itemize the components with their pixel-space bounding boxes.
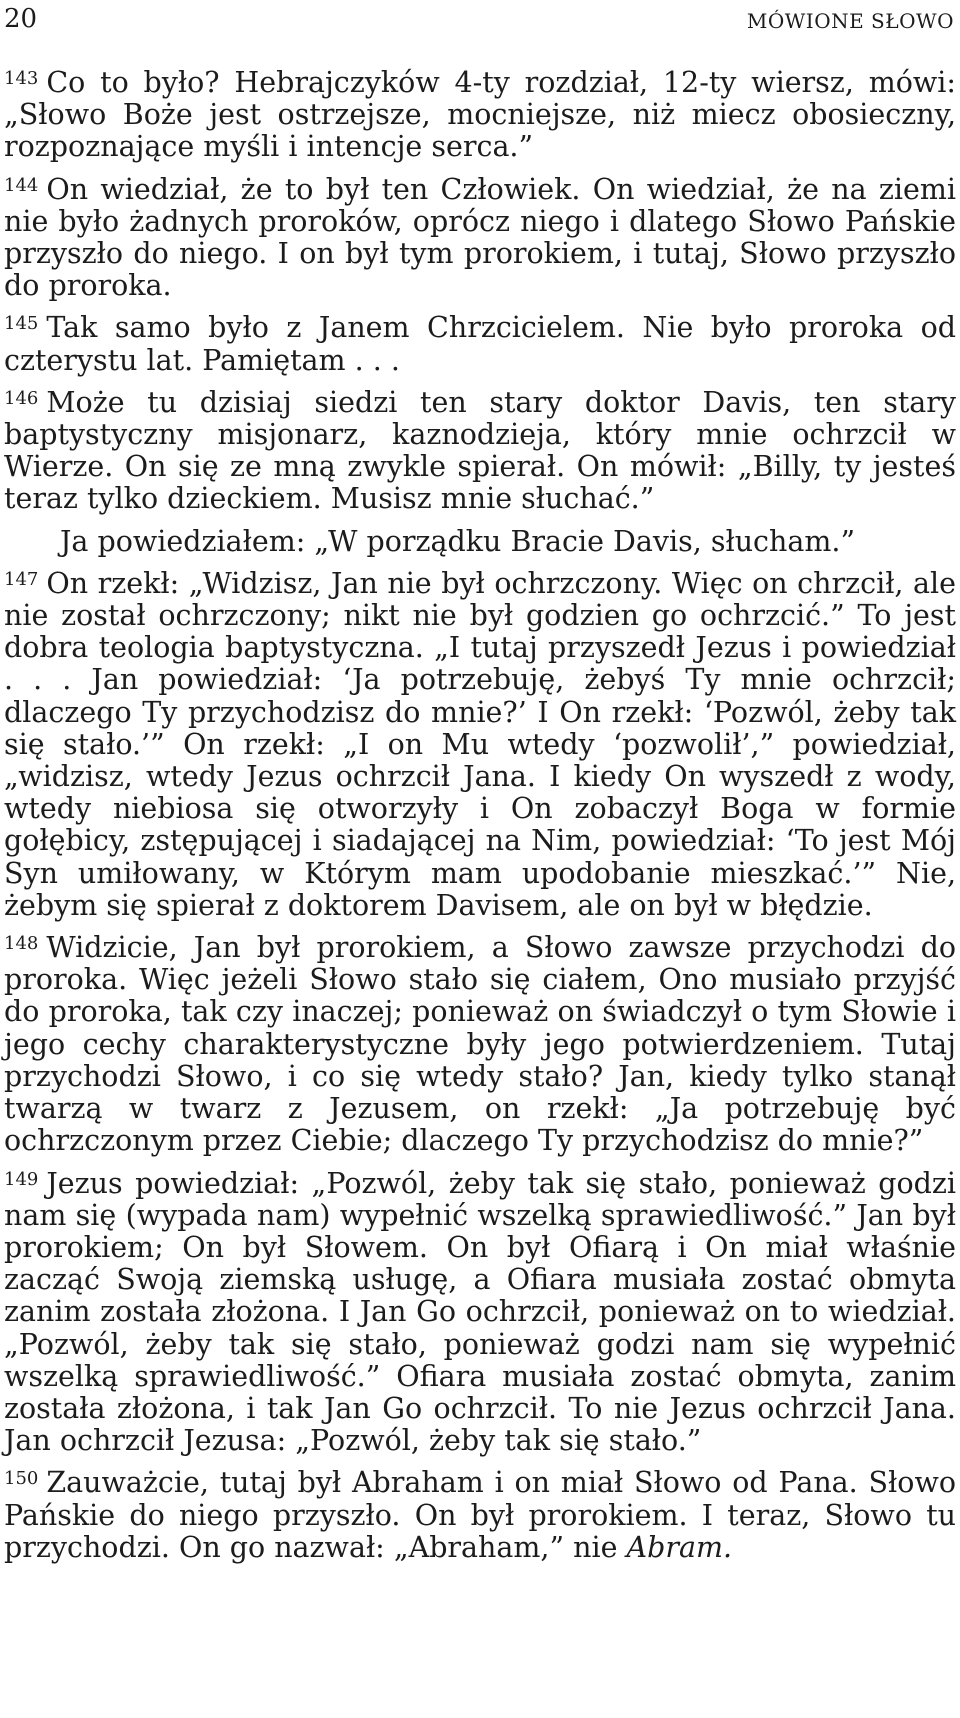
running-title: MÓWIONE SŁOWO bbox=[746, 9, 954, 33]
page-header bbox=[4, 0, 956, 44]
paragraph-144 bbox=[4, 174, 956, 303]
paragraph-text: Co to było? Hebrajczyków 4-ty rozdział, 12-ty wiersz, mówi: „Słowo Boże jest ostrzejsze, mocniejsze, niż miecz obosieczny, rozpoznające myśli i intencje serca.” bbox=[4, 66, 956, 164]
paragraph-150 bbox=[4, 1467, 956, 1564]
paragraph-146 bbox=[4, 387, 956, 516]
paragraph-number: 147 bbox=[4, 568, 39, 590]
paragraph-text: On wiedział, że to był ten Człowiek. On wiedział, że na ziemi nie było żadnych proroków, oprócz niego i dlatego Słowo Pańskie przyszło do niego. I on był tym prorokiem, i tutaj, Słowo przyszło do proroka. bbox=[4, 172, 956, 303]
document-page bbox=[4, 0, 956, 1574]
paragraph-text: Jezus powiedział: „Pozwól, żeby tak się stało, ponieważ godzi nam się (wypada nam) wypełnić wszelką sprawiedliwość.” Jan był prorokiem; On był Słowem. On był Ofiarą i On miał właśnie zacząć Swoją ziemską usługę, a Ofiara musiała zostać obmyta zanim została złożona. I Jan Go ochrzcił, ponieważ on to wiedział. „Pozwól, żeby tak się stało, ponieważ godzi nam się wypełnić wszelką sprawiedliwość.” Ofiara musiała zostać obmyta, zanim została złożona, i tak Jan Go ochrzcił. To nie Jezus ochrzcił Jana. Jan ochrzcił Jezusa: „Pozwól, żeby tak się stało.” bbox=[4, 1166, 956, 1458]
paragraph-number: 143 bbox=[4, 68, 39, 89]
paragraph-text: Ja powiedziałem: „W porządku Bracie Davis, słucham.” bbox=[60, 524, 856, 558]
paragraph-text: On rzekł: „Widzisz, Jan nie był ochrzczony. Więc on chrzcił, ale nie został ochrzczony; nikt nie był godzien go ochrzcić.” To jest dobra teologia baptystyczna. „I tutaj przyszedł Jezus i powiedział . . . Jan powiedział: ‘Ja potrzebuję, żebyś Ty mnie ochrzcił; dlaczego Ty przychodzisz do mnie?’ I On rzekł: ‘Pozwól, żeby tak się stało.’” On rzekł: „I on Mu wtedy ‘pozwolił’,” powiedział, „widzisz, wtedy Jezus ochrzcił Jana. I kiedy On wyszedł z wody, wtedy niebiosa się otworzyły i On zobaczył Boga w formie gołębicy, zstępującej i siadającej na Nim, powiedział: ‘To jest Mój Syn umiłowany, w Którym mam upodobanie mieszkać.’” Nie, żebym się spierał z doktorem Davisem, ale on był w błędzie. bbox=[4, 566, 956, 922]
paragraph-146-continued bbox=[4, 526, 956, 558]
paragraph-148 bbox=[4, 932, 956, 1157]
paragraph-number: 150 bbox=[4, 1468, 39, 1490]
paragraph-145 bbox=[4, 312, 956, 376]
paragraph-149 bbox=[4, 1168, 956, 1458]
body-text bbox=[4, 67, 956, 1564]
paragraph-text: Zauważcie, tutaj był Abraham i on miał Słowo od Pana. Słowo Pańskie do niego przyszło. On był prorokiem. I teraz, Słowo tu przychodzi. On go nazwał: „Abraham,” nie bbox=[4, 1466, 956, 1564]
page-number: 20 bbox=[4, 4, 38, 34]
paragraph-number: 144 bbox=[4, 174, 39, 196]
paragraph-text: Może tu dzisiaj siedzi ten stary doktor Davis, ten stary baptystyczny misjonarz, kaznodzieja, który mnie ochrzcił w Wierze. On się ze mną zwykle spierał. On mówił: „Billy, ty jesteś teraz tylko dzieckiem. Musisz mnie słuchać.” bbox=[4, 385, 956, 516]
paragraph-number: 149 bbox=[4, 1168, 39, 1190]
paragraph-number: 146 bbox=[4, 387, 39, 409]
paragraph-text: Tak samo było z Janem Chrzcicielem. Nie było proroka od czterystu lat. Pamiętam . . . bbox=[4, 311, 956, 377]
emphasis-abram: Abram. bbox=[626, 1530, 733, 1564]
paragraph-number: 148 bbox=[4, 933, 39, 955]
paragraph-number: 145 bbox=[4, 313, 39, 335]
paragraph-text: Widzicie, Jan był prorokiem, a Słowo zawsze przychodzi do proroka. Więc jeżeli Słowo stało się ciałem, Ono musiało przyjść do proroka, tak czy inaczej; ponieważ on świadczył o tym Słowie i jego cechy charakterystyczne były jego potwierdzeniem. Tutaj przychodzi Słowo, i co się wtedy stało? Jan, kiedy tylko stanął twarzą w twarz z Jezusem, on rzekł: „Ja potrzebuję być ochrzczonym przez Ciebie; dlaczego Ty przychodzisz do mnie?” bbox=[4, 931, 956, 1158]
paragraph-147 bbox=[4, 568, 956, 922]
paragraph-143 bbox=[4, 67, 956, 164]
